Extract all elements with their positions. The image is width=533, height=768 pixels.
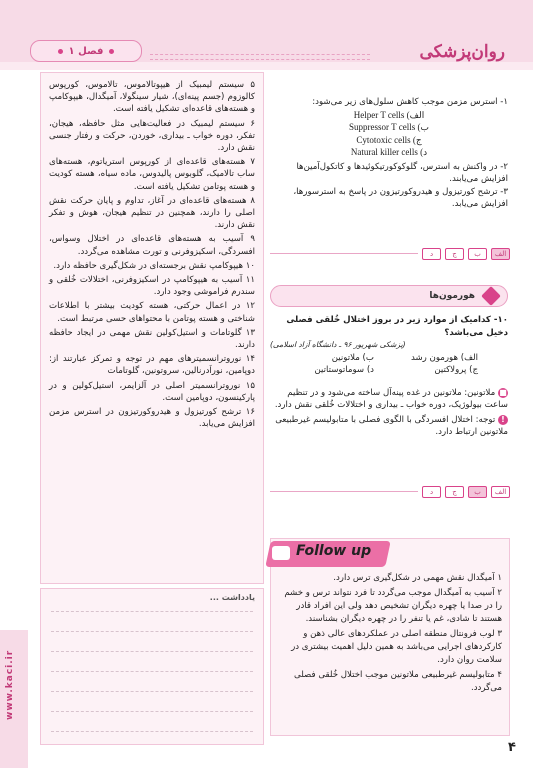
stress-questions: [270, 96, 508, 211]
answer-a: الف: [491, 486, 510, 498]
follow-item: ۳ لوب فرونتال منطقه اصلی در عملکردهای عالی ذهن و کارکردهای اجرایی می‌باشد به همین دلیل اهمیت بیشتری در سلامت روان دارد.: [291, 629, 502, 665]
website-label: www.kaci.ir: [5, 649, 15, 720]
note-line: [51, 651, 253, 652]
chapter-badge: [30, 40, 142, 62]
summary-item: ۸ هسته‌های قاعده‌ای در آغاز، تداوم و پایان حرکت نقش اصلی را دارند، همچنین در تنظیم هیجان، هوش و تفکر نقش دارند.: [49, 195, 255, 231]
answer-b: ب: [468, 486, 487, 498]
answer-key: [422, 248, 510, 260]
option-a: الف) Helper T cells: [353, 109, 425, 120]
note-line: [51, 631, 253, 632]
divider: [270, 491, 418, 492]
chapter-label: فصل ۱: [68, 45, 104, 57]
note-line: [51, 611, 253, 612]
summary-item: ۱۴ نوروترانسمیترهای مهم در توجه و تمرکز عبارتند از: دوپامین، نوراَدرنالین، سروتونین، گلوتامات: [49, 354, 255, 377]
question-source: (پزشکی شهریور ۹۶ ـ دانشگاه آزاد اسلامی): [270, 340, 406, 349]
answer-d: د: [422, 248, 441, 260]
arrow-icon: [272, 546, 290, 560]
summary-item: ۱۲ در اعمال حرکتی، هسته کودیت بیشتر با اطلاعات شناختی و هسته پوتامن با محتواهای حسی مرتبط است.: [49, 301, 255, 324]
follow-up-list: [278, 572, 502, 697]
header-divider: [150, 54, 370, 60]
explanation-melatonin: ملاتونین: ملاتونین در غده پینه‌آل ساخته می‌شود و در تنظیم ساعت بیولوژیک، دوره خواب ـ بیداری و اختلالات خُلقی نقش دارد.: [274, 387, 508, 410]
question-2: ۲- در واکنش به استرس، گلوکوکورتیکوئیدها و کاتکول‌آمین‌ها افزایش می‌یابند.: [296, 161, 508, 184]
option-b: ب) Suppressor T cells: [349, 122, 429, 132]
answer-c: ج: [445, 486, 464, 498]
answer-key: [422, 486, 510, 498]
hormones-question: [270, 314, 508, 439]
header-bottom-band: [0, 62, 533, 70]
question-1: ۱- استرس مزمن موجب کاهش سلول‌های زیر می‌شود:: [312, 97, 508, 107]
summary-item: ۷ هسته‌های قاعده‌ای از کورپوس استریاتوم، هسته‌های ساب تالامیک، گلوبوس پالیدوس، ماده سیاه، هسته کودیت و هسته پوتامن تشکیل یافته است.: [49, 157, 255, 192]
summary-box: [40, 72, 264, 584]
note-line: [51, 671, 253, 672]
info-icon: ■: [499, 387, 507, 397]
option-d: د) سوماتوستاتین: [314, 365, 374, 375]
question-3: ۳- ترشح کورتیزول و هیدروکورتیزون در پاسخ به استرسورها، افزایش می‌یابد.: [293, 186, 508, 209]
section-header-hormones: [270, 285, 508, 307]
explanation-note: توجه: اختلال افسردگی با الگوی فصلی با متابولیسم غیرطبیعی ملاتونین ارتباط دارد.: [275, 414, 508, 437]
option-c: ج) پرولاکتین: [434, 365, 478, 375]
notes-title: یادداشت ...: [209, 593, 255, 602]
follow-item: ۱ آمیگدال نقش مهمی در شکل‌گیری ترس دارد.: [333, 573, 502, 583]
page-title: روان‌پزشکی: [419, 42, 505, 62]
bullet-icon: [109, 49, 114, 54]
section-title: هورمون‌ها: [429, 291, 475, 301]
diamond-icon: [481, 286, 501, 306]
answer-c: ج: [445, 248, 464, 260]
question-10: ۱۰- کدامیک از موارد زیر در بروز اختلال خُلقی فصلی دخیل می‌باشد؟: [286, 315, 508, 338]
divider: [270, 253, 418, 254]
note-line: [51, 711, 253, 712]
option-a: الف) هورمون رشد: [410, 352, 478, 363]
warning-icon: !: [498, 415, 508, 425]
summary-item: ۱۶ ترشح کورتیزول و هیدروکورتیزون در استرس مزمن افزایش می‌یابد.: [49, 407, 255, 430]
follow-item: ۴ متابولیسم غیرطبیعی ملاتونین موجب اختلال خُلقی فصلی می‌گردد.: [294, 670, 502, 693]
option-b: ب) ملاتونین: [331, 352, 374, 363]
answer-b: ب: [468, 248, 487, 260]
summary-item: ۱۵ نوروترانسمیتر اصلی در آلزایمر، استیل‌کولین و در پارکینسون، دوپامین است.: [49, 380, 255, 403]
summary-item: ۵ سیستم لیمبیک از هیپوتالاموس، تالاموس، کورپوس کالوزوم (جسم پینه‌ای)، شیار سینگولا، آمیگدال، هیپوکامپ و هسته‌های قاعده‌ای تشکیل یافته است.: [49, 80, 255, 115]
summary-item: ۱۳ گلوتامات و استیل‌کولین نقش مهمی در ایجاد حافظه دارند.: [49, 327, 255, 351]
option-d: د) Natural killer cells: [350, 147, 428, 157]
summary-item: ۱۰ هیپوکامپ نقش برجسته‌ای در شکل‌گیری حافظه دارد.: [53, 260, 255, 271]
answer-d: د: [422, 486, 441, 498]
notes-box: [40, 588, 264, 745]
summary-item: ۶ سیستم لیمبیک در فعالیت‌هایی مثل حافظه، هیجان، تفکر، دوره خواب ـ بیداری، خوردن، حرکت و رفتار جنسی نقش دارد.: [49, 118, 255, 154]
summary-item: ۹ آسیب به هسته‌های قاعده‌ای در اختلال وسواس، افسردگی، اسکیزوفرنی و تورت مشاهده می‌گردد.: [49, 234, 255, 257]
note-line: [51, 691, 253, 692]
bullet-icon: [58, 49, 63, 54]
follow-up-title: Follow up: [296, 543, 372, 559]
page-number: ۴: [508, 740, 516, 755]
summary-item: ۱۱ آسیب به هیپوکامپ در اسکیزوفرنی، اختلالات خُلقی و سندرم فراموشی وجود دارد.: [49, 275, 255, 298]
follow-item: ۲ آسیب به آمیگدال موجب می‌گردد تا فرد نتواند ترس و خشم را در صدا یا چهره دیگران تشخیص دهد ولی این افراد قادر هستند تا شادی، غم یا تنفر را در چهره دیگران بشناسند.: [284, 588, 502, 624]
answer-a: الف: [491, 248, 510, 260]
note-line: [51, 731, 253, 732]
option-c: ج) Cytotoxic cells: [356, 134, 422, 145]
